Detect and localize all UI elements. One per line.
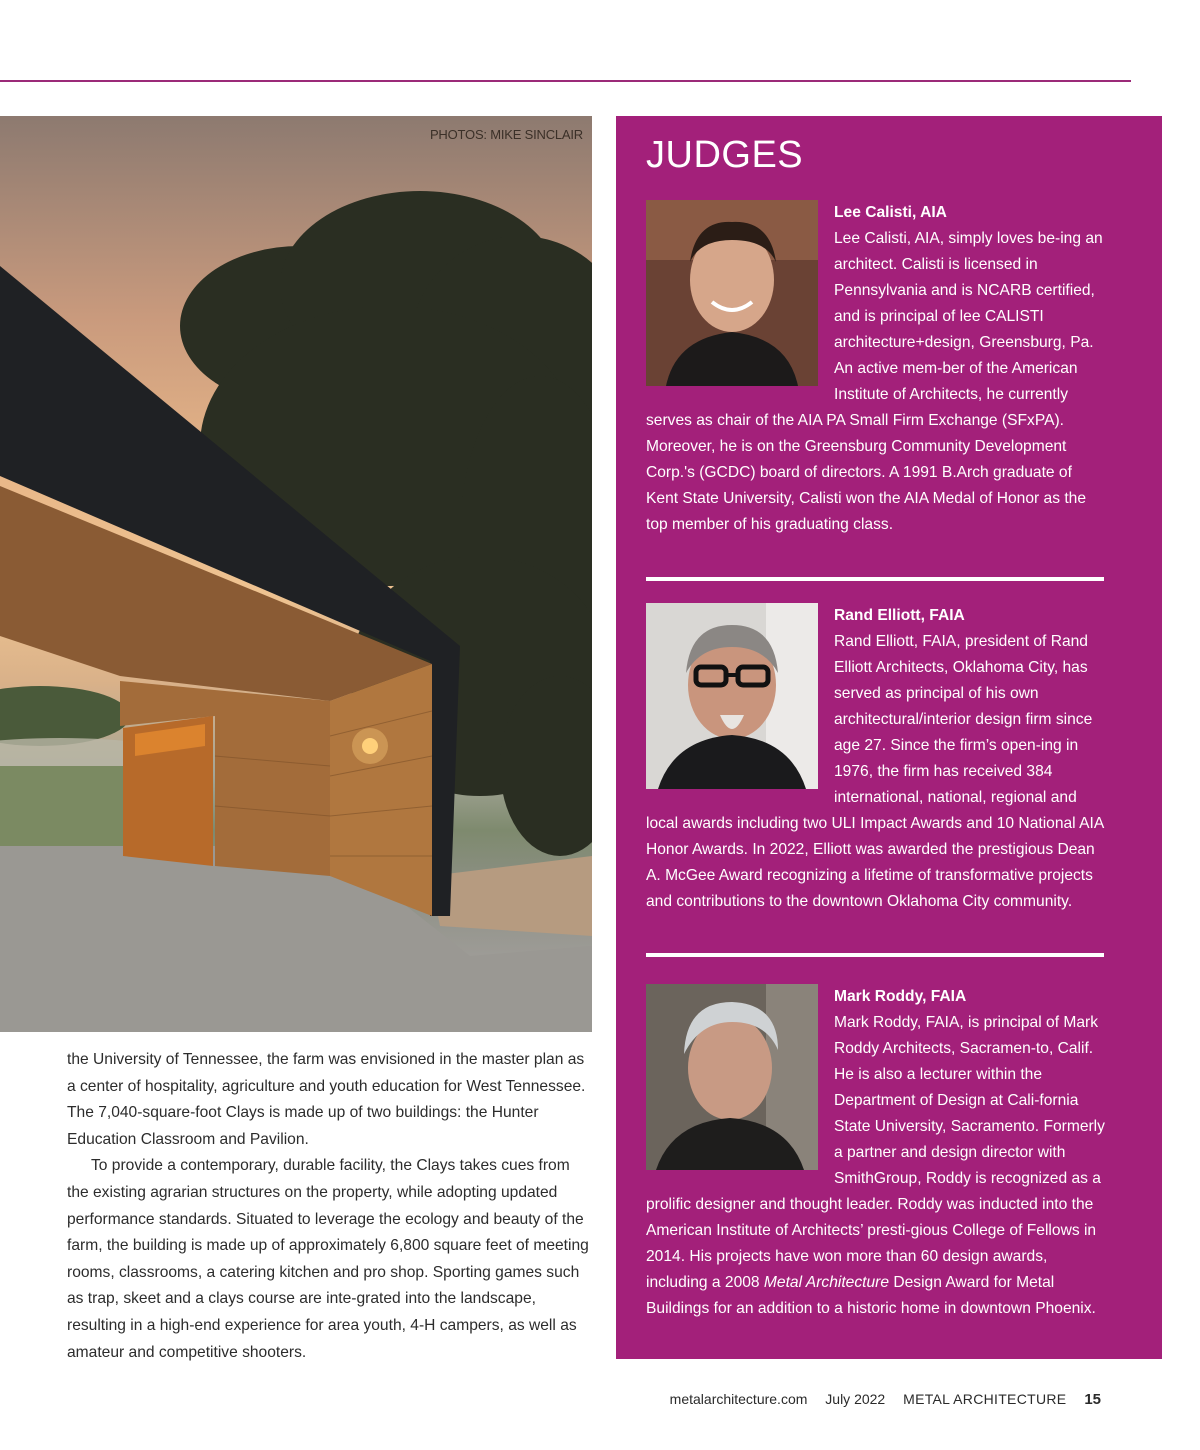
judge-divider [646,953,1104,957]
article-paragraph: To provide a contemporary, durable facility, the Clays takes cues from the existing agrarian structures on the property, while adopting updated performance standards. Situated to leverage the ecology and beauty of the farm, the building is made up of approximately 6,800 square feet of meeting rooms, classrooms, a catering kitchen and pro shop. Sporting games such as trap, skeet and a clays course are inte-grated into the landscape, resulting in a high-end experience for area youth, 4-H campers, as well as amateur and competitive shooters. [67,1157,589,1361]
article-paragraph: the University of Tennessee, the farm was envisioned in the master plan as a center of hospitality, agriculture and youth education for West Tennessee. The 7,040-square-foot Clays is made up of two buildings: the Hunter Education Classroom and Pavilion. [67,1051,586,1148]
footer-issue: July 2022 [825,1391,886,1407]
judge-rand-elliott [646,603,1106,915]
judge-bio-text: Design Award for Metal Buildings for an addition to a historic home in downtown Phoenix. [646,1274,1096,1317]
pavilion-photo [0,116,592,1032]
judge-name: Lee Calisti, AIA [834,204,947,221]
footer-website: metalarchitecture.com [669,1391,808,1407]
page-number: 15 [1084,1391,1101,1408]
judge-bio: Rand Elliott, FAIA, president of Rand Elliott Architects, Oklahoma City, has served as principal of his own architectural/interior design firm since age 27. Since the firm’s open-ing in 1976, the firm has received 384 international, national, regional and local awards including two ULI Impact Awards and 10 National AIA Honor Awards. In 2022, Elliott was awarded the prestigious Dean A. McGee Award recognizing a lifetime of transformative projects and contributions to the downtown Oklahoma City community. [646,633,1104,910]
judge-divider [646,577,1104,581]
page-footer [656,1391,1101,1408]
top-rule [0,80,1131,82]
judge-name: Rand Elliott, FAIA [834,607,965,624]
judge-bio: Lee Calisti, AIA, simply loves be-ing an architect. Calisti is licensed in Pennsylvania and is NCARB certified, and is principal of lee CALISTI architecture+design, Greensburg, Pa. An active mem-ber of the American Institute of Architects, he currently serves as chair of the AIA PA Small Firm Exchange (SFxPA). Moreover, he is on the Greensburg Community Development Corp.'s (GCDC) board of directors. A 1991 B.Arch graduate of Kent State University, Calisti won the AIA Medal of Honor as the top member of his graduating class. [646,230,1103,533]
judges-panel [616,116,1162,1359]
article-body [67,1047,592,1366]
judge-bio-text: Mark Roddy, FAIA, is principal of Mark Roddy Architects, Sacramen-to, Calif. He is also a lecturer within the Department of Design at Cali-fornia State University, Sacramento. Formerly a partner and design director with SmithGroup, Roddy is recognized as a prolific designer and thought leader. Roddy was inducted into the American Institute of Architects’ presti-gious College of Fellows in 2014. His projects have won more than 60 design awards, including a 2008 [646,1014,1105,1291]
judge-bio-italic: Metal Architecture [763,1274,890,1291]
judge-portrait-elliott [646,603,818,789]
judge-mark-roddy [646,984,1106,1322]
judge-lee-calisti [646,200,1106,538]
judges-title: JUDGES [646,134,804,176]
footer-publication: METAL ARCHITECTURE [903,1391,1067,1407]
judge-name: Mark Roddy, FAIA [834,988,967,1005]
judge-portrait-roddy [646,984,818,1170]
photo-credit: PHOTOS: MIKE SINCLAIR [429,127,583,142]
judge-portrait-calisti [646,200,818,386]
pavilion-illustration [0,116,592,1032]
